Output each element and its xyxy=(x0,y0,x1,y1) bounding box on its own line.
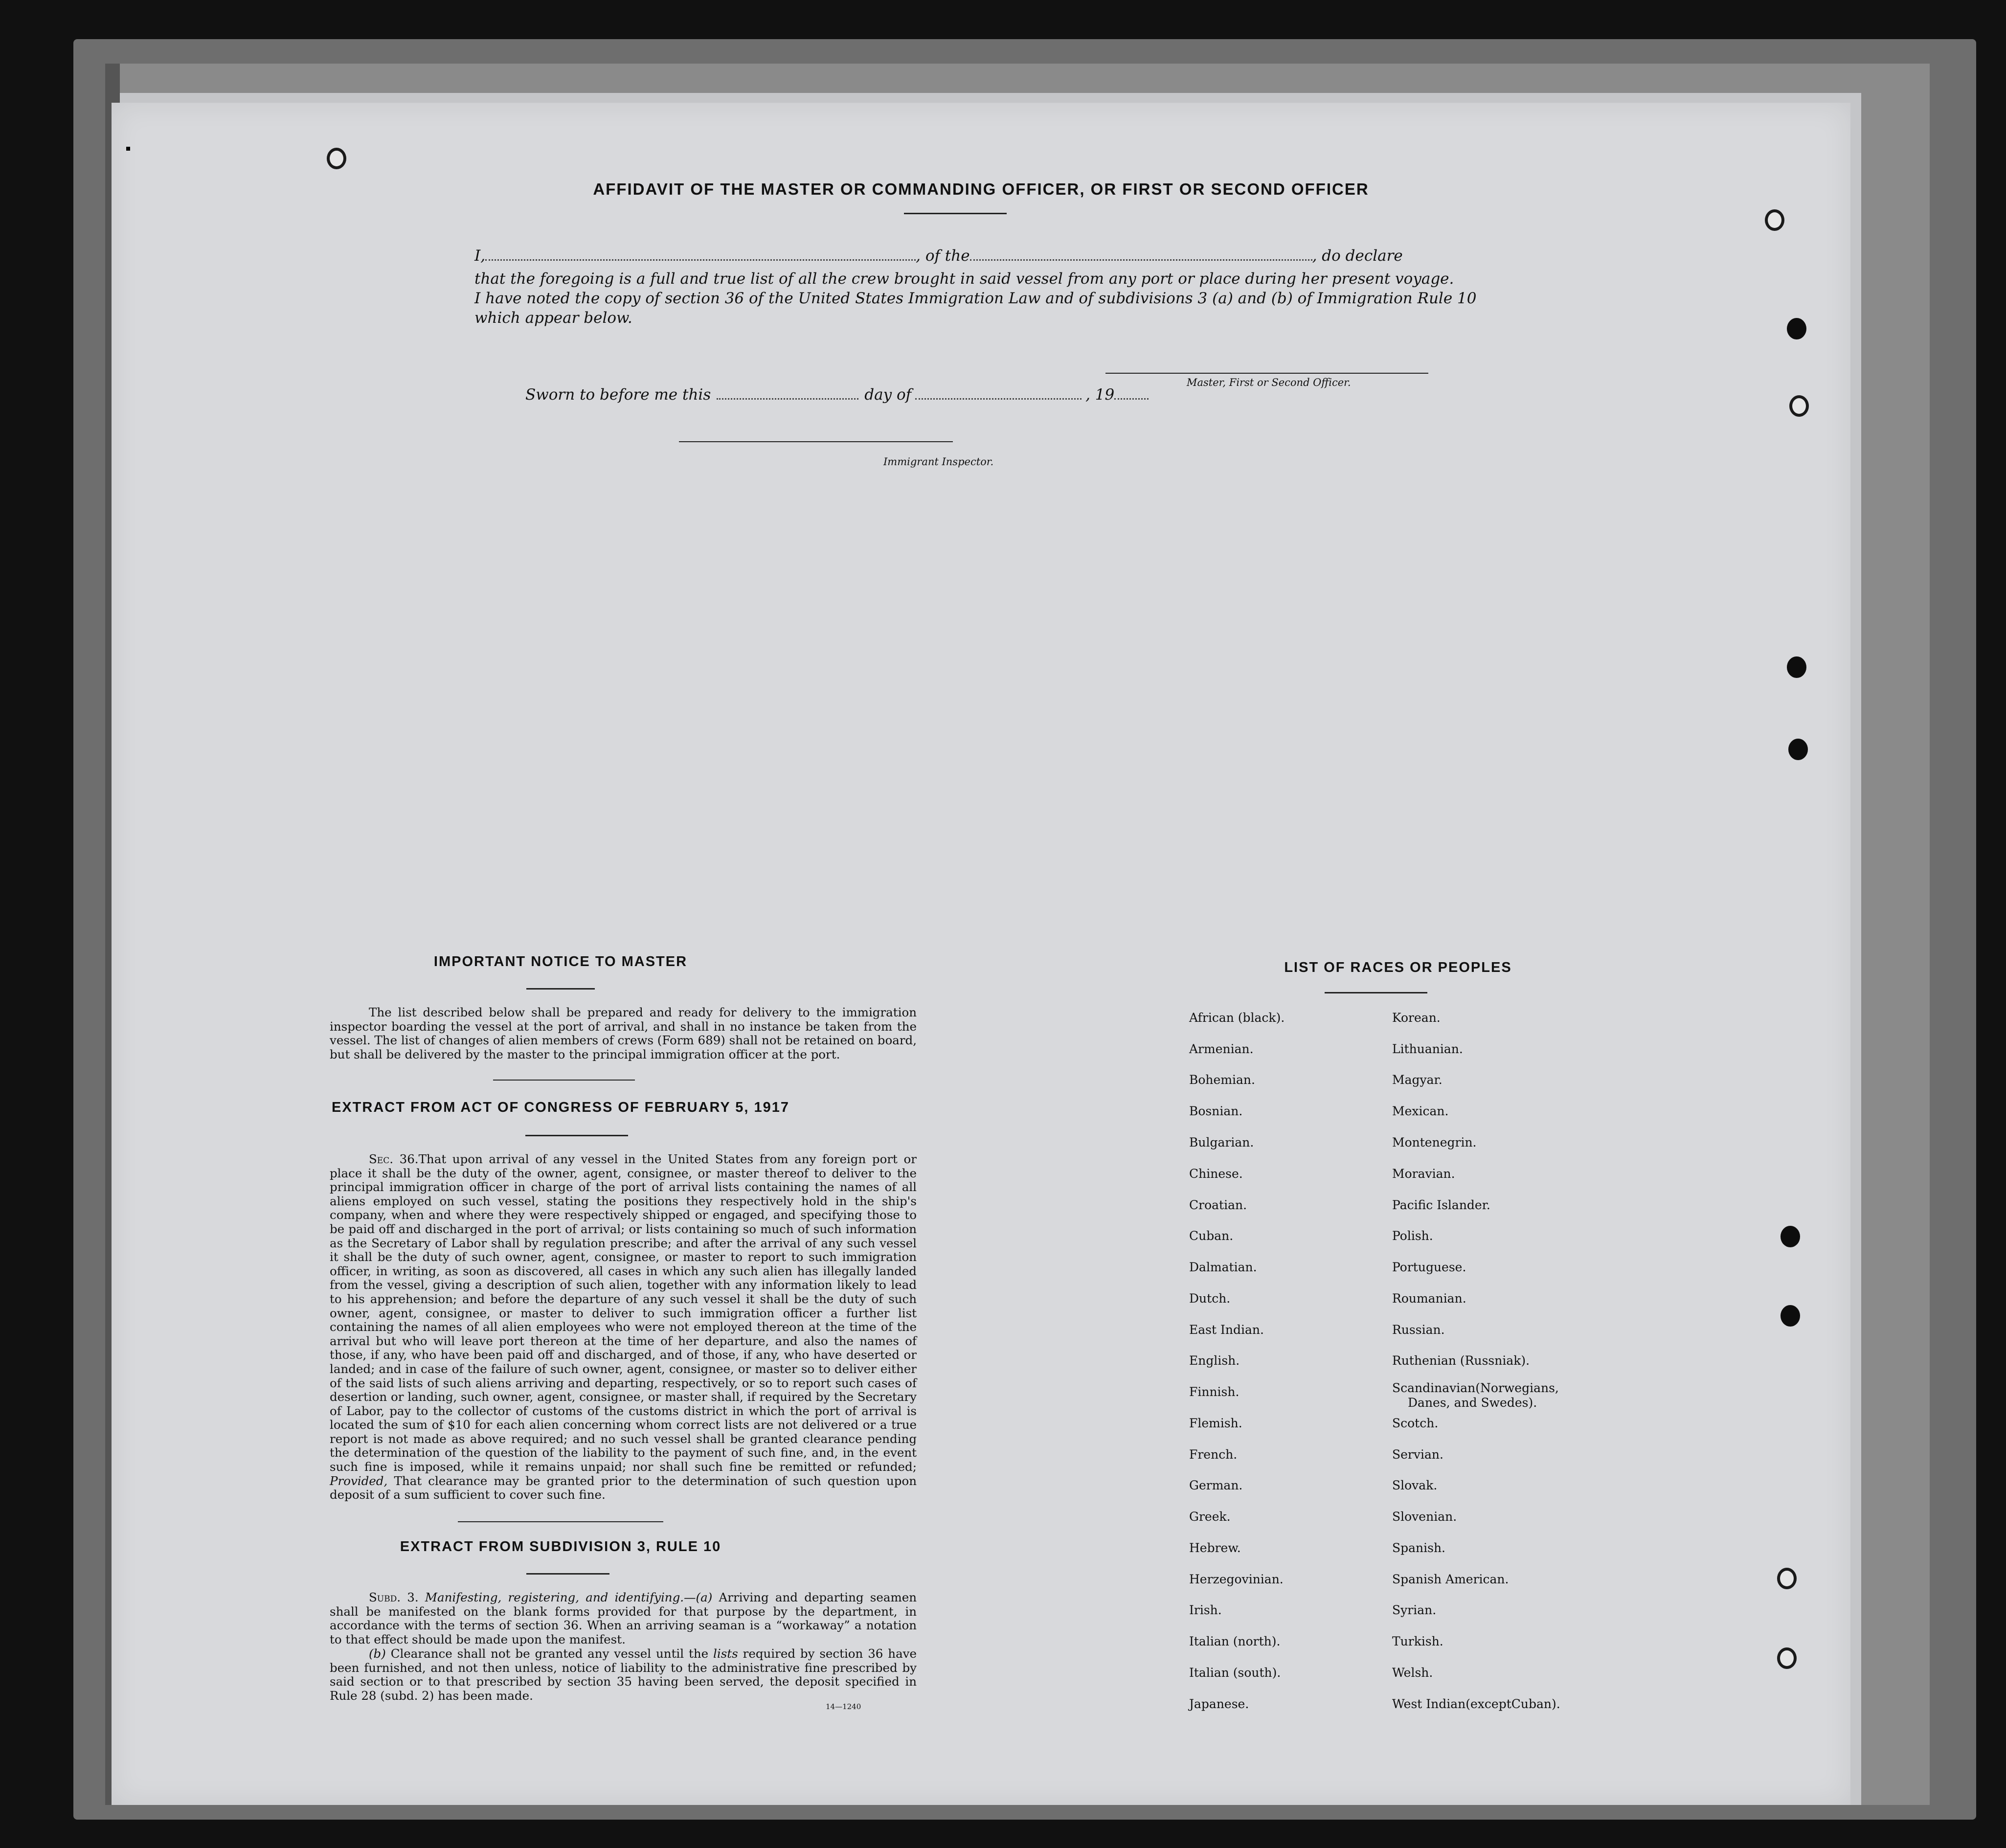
affidavit-line-3: I have noted the copy of section 36 of the United States Immigration Law and of subdivisions 3 (a) and (b) of Immigration Rule 10 xyxy=(474,290,1477,307)
race-col2-item: Pacific Islander. xyxy=(1392,1198,1490,1212)
race-col2-continuation: Danes, and Swedes). xyxy=(1408,1396,1537,1410)
punch-hole xyxy=(1787,318,1806,339)
name-blank xyxy=(485,246,916,261)
act-rule xyxy=(525,1135,628,1136)
act-body-end: That clearance may be granted prior to the determination of such question upon deposit of a sum sufficient to cover such fine. xyxy=(330,1473,917,1502)
race-col2-item: Ruthenian (Russniak). xyxy=(1392,1353,1530,1368)
race-col1-item: Hebrew. xyxy=(1189,1541,1241,1555)
punch-hole xyxy=(1781,1226,1800,1247)
act-text xyxy=(330,1152,917,1502)
subd-b-body-1: Clearance shall not be granted any vessel until the xyxy=(390,1646,709,1661)
race-col2-item: Turkish. xyxy=(1392,1634,1443,1648)
race-col2-item: Moravian. xyxy=(1392,1167,1455,1181)
race-col2-item: Mexican. xyxy=(1392,1104,1449,1118)
race-col2-item: Roumanian. xyxy=(1392,1291,1466,1306)
day-of-text: day of xyxy=(864,386,912,404)
notice-separator xyxy=(493,1080,635,1081)
act-body: That upon arrival of any vessel in the United States from any foreign port or place it shall be the duty of the owner, agent, consignee, or master thereof to deliver to the principal immigration officer in charge of the port of arrival lists containing the names of all aliens employed on such vessel, stating the positions they respectively hold in the ship's company, when and where they were respectively shipped or engaged, and specifying those to be paid off and discharged in the port of arrival; or lists containing so much of such information as the Secretary of Labor shall by regulation prescribe; and after the arrival of any such vessel it shall be the duty of such owner, agent, consignee, or master to report to such immigration officer, in writing, as soon as discovered, all cases in which any such alien has illegally landed from the vessel, giving a description of such alien, together with any information likely to lead to his apprehension; and before the departure of any such vessel it shall be the duty of such owner, agent, consignee, or master to deliver to such immigration officer a further list containing the names of all alien employees who were not employed thereon at the time of the arrival but who will leave port thereon at the time of her departure, and also the names of those, if any, who have been paid off and discharged, and of those, if any, who have deserted or landed; and in case of the failure of such owner, agent, consignee, or master so to deliver either of the said lists of such aliens arriving and departing, respectively, or so to report such cases of desertion or landing, such owner, agent, consignee, or master shall, if required by the Secretary of Labor, pay to the collector of customs of the customs district in which the port of arrival is located the sum of $10 for each alien concerning whom correct lists are not delivered or a true report is not made as above required; and no such vessel shall be granted clearance pending the determination of the question of the liability to the payment of such fine, and, in the event such fine is imposed, while it remains unpaid; nor shall such fine be remitted or refunded; xyxy=(330,1152,917,1474)
race-col1-item: African (black). xyxy=(1189,1011,1285,1025)
race-col2-item: Magyar. xyxy=(1392,1073,1443,1087)
race-col1-item: Chinese. xyxy=(1189,1167,1243,1181)
race-col2-item: Welsh. xyxy=(1392,1666,1433,1680)
affidavit-line-1 xyxy=(474,246,1403,265)
punch-hole xyxy=(1789,395,1809,417)
race-col2-item: Scotch. xyxy=(1392,1416,1439,1430)
race-col1-item: Herzegovinian. xyxy=(1189,1572,1284,1586)
race-col1-item: English. xyxy=(1189,1353,1240,1368)
inspector-label: Immigrant Inspector. xyxy=(883,456,994,468)
race-col2-item: Scandinavian(Norwegians, xyxy=(1392,1381,1559,1395)
sworn-day-blank xyxy=(717,384,858,400)
race-col1-item: Bosnian. xyxy=(1189,1104,1243,1118)
act-title: EXTRACT FROM ACT OF CONGRESS OF FEBRUARY 5, 1917 xyxy=(331,1100,790,1115)
affidavit-title: AFFIDAVIT OF THE MASTER OR COMMANDING OFFICER, OR FIRST OR SECOND OFFICER xyxy=(593,180,1369,198)
speck xyxy=(126,147,130,151)
year-prefix: , 19 xyxy=(1085,386,1115,404)
affidavit-i: I, xyxy=(474,247,486,265)
race-col1-item: Greek. xyxy=(1189,1510,1231,1524)
race-col1-item: East Indian. xyxy=(1189,1323,1264,1337)
race-col1-item: French. xyxy=(1189,1447,1238,1462)
race-col2-item: Spanish American. xyxy=(1392,1572,1509,1586)
race-col2-item: Slovak. xyxy=(1392,1478,1438,1492)
race-col1-item: Armenian. xyxy=(1189,1042,1254,1056)
race-col1-item: Bohemian. xyxy=(1189,1073,1255,1087)
race-col2-item: Lithuanian. xyxy=(1392,1042,1463,1056)
punch-hole xyxy=(1777,1568,1797,1589)
race-col2-item: Portuguese. xyxy=(1392,1260,1466,1274)
race-col2-item: Korean. xyxy=(1392,1011,1441,1025)
race-col1-item: Japanese. xyxy=(1189,1697,1249,1711)
act-separator xyxy=(458,1521,663,1522)
sworn-month-blank xyxy=(915,384,1082,400)
subd-label: Subd. 3. xyxy=(369,1590,419,1604)
master-signature-line xyxy=(1105,373,1428,374)
punch-hole xyxy=(1765,209,1784,231)
race-col2-item: Russian. xyxy=(1392,1323,1445,1337)
manifest-sheet xyxy=(112,103,1850,1805)
notice-rule xyxy=(526,988,595,990)
race-col1-item: Croatian. xyxy=(1189,1198,1247,1212)
punch-hole xyxy=(327,148,346,169)
sworn-line xyxy=(525,384,1149,404)
punch-hole xyxy=(1777,1647,1797,1669)
act-section-label: Sec. 36. xyxy=(369,1152,419,1166)
races-rule xyxy=(1325,992,1427,993)
affidavit-line-4: which appear below. xyxy=(474,309,632,327)
race-col1-item: Irish. xyxy=(1189,1603,1222,1617)
race-col1-item: Dalmatian. xyxy=(1189,1260,1257,1274)
punch-hole xyxy=(1781,1305,1800,1327)
rule-rule xyxy=(526,1573,609,1575)
race-col2-item: West Indian(exceptCuban). xyxy=(1392,1697,1560,1711)
affidavit-line-2: that the foregoing is a full and true list of all the crew brought in said vessel from any port or place during her present voyage. xyxy=(474,270,1454,288)
rule-text-a xyxy=(330,1591,917,1646)
race-col1-item: Italian (north). xyxy=(1189,1634,1281,1648)
subd-a-body: Arriving and departing seamen shall be manifested on the blank forms provided for that purpose by the department, in accordance with the terms of section 36. When an arriving seaman is a “workaway” a notation to that effect should be made upon the manifest. xyxy=(330,1590,917,1646)
title-rule xyxy=(904,213,1007,214)
act-provided: Provided, xyxy=(330,1473,388,1488)
punch-hole xyxy=(1787,656,1806,678)
subd-b-body-2: required by section 36 have been furnished, and not then unless, notice of liability to the administrative fine prescribed by said section or to that prescribed by section 35 having been served, the deposit specified in Rule 28 (subd. 2) has been made. xyxy=(330,1646,917,1703)
inspector-signature-line xyxy=(679,441,953,442)
punch-hole xyxy=(1788,739,1808,760)
affidavit-of-the: , of the xyxy=(916,247,970,265)
race-col2-item: Polish. xyxy=(1392,1229,1433,1243)
lists-word: lists xyxy=(713,1646,738,1661)
form-number: 14—1240 xyxy=(826,1702,861,1711)
races-title: LIST OF RACES OR PEOPLES xyxy=(1284,960,1512,975)
race-col2-item: Montenegrin. xyxy=(1392,1135,1477,1149)
subd-heading: Manifesting, registering, and identifying.—(a) xyxy=(425,1590,713,1604)
race-col1-item: Cuban. xyxy=(1189,1229,1234,1243)
master-label: Master, First or Second Officer. xyxy=(1187,377,1351,388)
race-col2-item: Slovenian. xyxy=(1392,1510,1457,1524)
race-col2-item: Servian. xyxy=(1392,1447,1443,1462)
race-col2-item: Syrian. xyxy=(1392,1603,1437,1617)
race-col1-item: Italian (south). xyxy=(1189,1666,1281,1680)
rule-title: EXTRACT FROM SUBDIVISION 3, RULE 10 xyxy=(400,1539,721,1555)
notice-text: The list described below shall be prepared and ready for delivery to the immigration inspector boarding the vessel at the port of arrival, and shall in no instance be taken from the vessel. The list of changes of alien members of crews (Form 689) shall not be retained on board, but shall be delivered by the master to the principal immigration officer at the port. xyxy=(330,1005,917,1061)
sworn-text: Sworn to before me this xyxy=(525,386,711,404)
subd-b-label: (b) xyxy=(369,1646,386,1661)
notice-title: IMPORTANT NOTICE TO MASTER xyxy=(433,954,688,969)
sworn-year-blank xyxy=(1114,384,1149,400)
vessel-blank xyxy=(970,246,1312,261)
race-col1-item: Finnish. xyxy=(1189,1385,1240,1399)
race-col1-item: Flemish. xyxy=(1189,1416,1242,1430)
race-col2-item: Spanish. xyxy=(1392,1541,1446,1555)
rule-text-b xyxy=(330,1647,917,1703)
race-col1-item: Dutch. xyxy=(1189,1291,1231,1306)
race-col1-item: Bulgarian. xyxy=(1189,1135,1254,1149)
affidavit-declare: , do declare xyxy=(1312,247,1403,265)
race-col1-item: German. xyxy=(1189,1478,1243,1492)
